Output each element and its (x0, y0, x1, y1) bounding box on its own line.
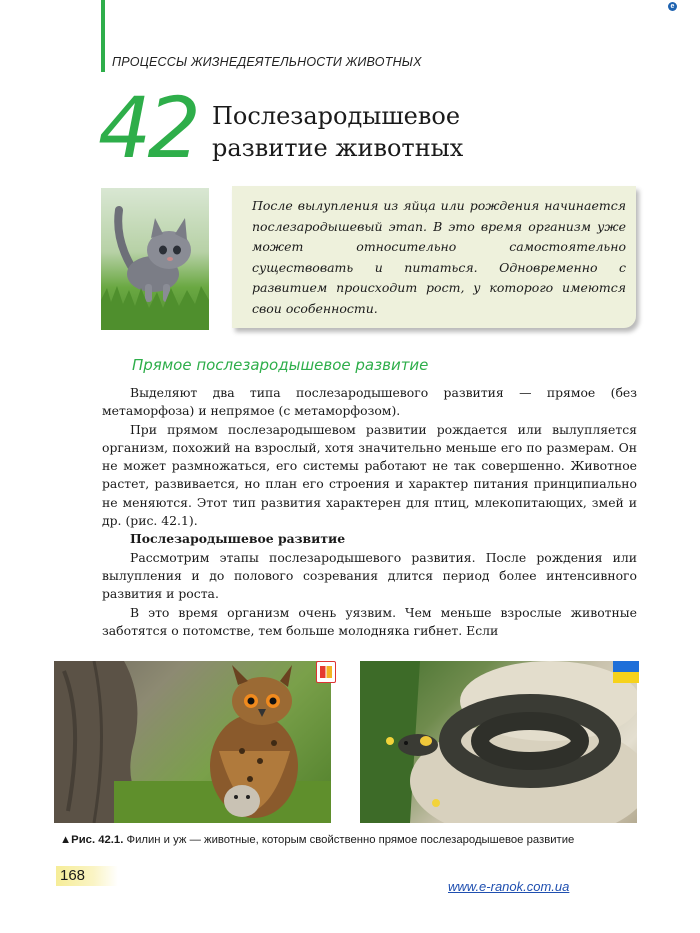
section-subheading: Прямое послезародышевое развитие (132, 356, 429, 374)
paragraph: Рассмотрим этапы послезародышевого развития. После рождения или вылупления и до полового созревания длится период более интенсивного развития и роста. (102, 549, 637, 602)
brand-logo-icon: e (668, 2, 677, 11)
ukraine-flag-icon (613, 661, 639, 683)
snake-photo (360, 661, 637, 823)
owl-illustration (54, 661, 331, 823)
header-accent-bar (101, 0, 105, 72)
body-text (102, 384, 637, 640)
chapter-number: 42 (98, 79, 197, 177)
book-icon[interactable] (316, 661, 336, 683)
paragraph: Выделяют два типа послезародышевого развития — прямое (без метаморфоза) и непрямое (с метаморфозом). (102, 385, 637, 419)
figure-caption (60, 834, 650, 846)
chapter-title (212, 100, 463, 164)
chapter-title-line2: развитие животных (212, 134, 464, 162)
kitten-illustration (101, 188, 209, 330)
figure-label: ▲Рис. 42.1. (60, 834, 124, 846)
flag-graphic (613, 661, 639, 683)
brand-logo (668, 2, 677, 11)
paragraph: При прямом послезародышевом развитии рождается или вылупляется организм, похожий на взрослый, хотя значительно меньше его по размерам. Он не может размножаться, его системы работают не так совершенно. Животное растет, развивается, но план его строения и характер питания принципиально не меняются. Этот тип развития характерен для птиц, млекопитающих, змей и др. (рис. 42.1). (102, 421, 637, 529)
figure-caption-text: Филин и уж — животные, которым свойственно прямое послезародышевое развитие (126, 834, 575, 846)
website-link[interactable]: www.e-ranok.com.ua (448, 879, 570, 894)
intro-text: После вылупления из яйца или рождения начинается послезародышевый этап. В это время организм уже может относительно самостоятельно существовать и питаться. Одновременно с развитием происходит рост, у которого имеются свои особенности. (252, 198, 626, 316)
page-number: 168 (56, 866, 118, 886)
kitten-photo (101, 188, 209, 330)
paragraph: В это время организм очень уязвим. Чем меньше взрослые животные заботятся о потомстве, тем больше молодняка гибнет. Если (102, 604, 637, 638)
book-icon-graphic (317, 662, 335, 682)
chapter-title-line1: Послезародышевое (212, 102, 461, 130)
snake-illustration (360, 661, 637, 823)
owl-photo (54, 661, 331, 823)
bold-subheading: Послезародышевое развитие (130, 531, 346, 547)
section-title: ПРОЦЕССЫ ЖИЗНЕДЕЯТЕЛЬНОСТИ ЖИВОТНЫХ (112, 55, 422, 69)
